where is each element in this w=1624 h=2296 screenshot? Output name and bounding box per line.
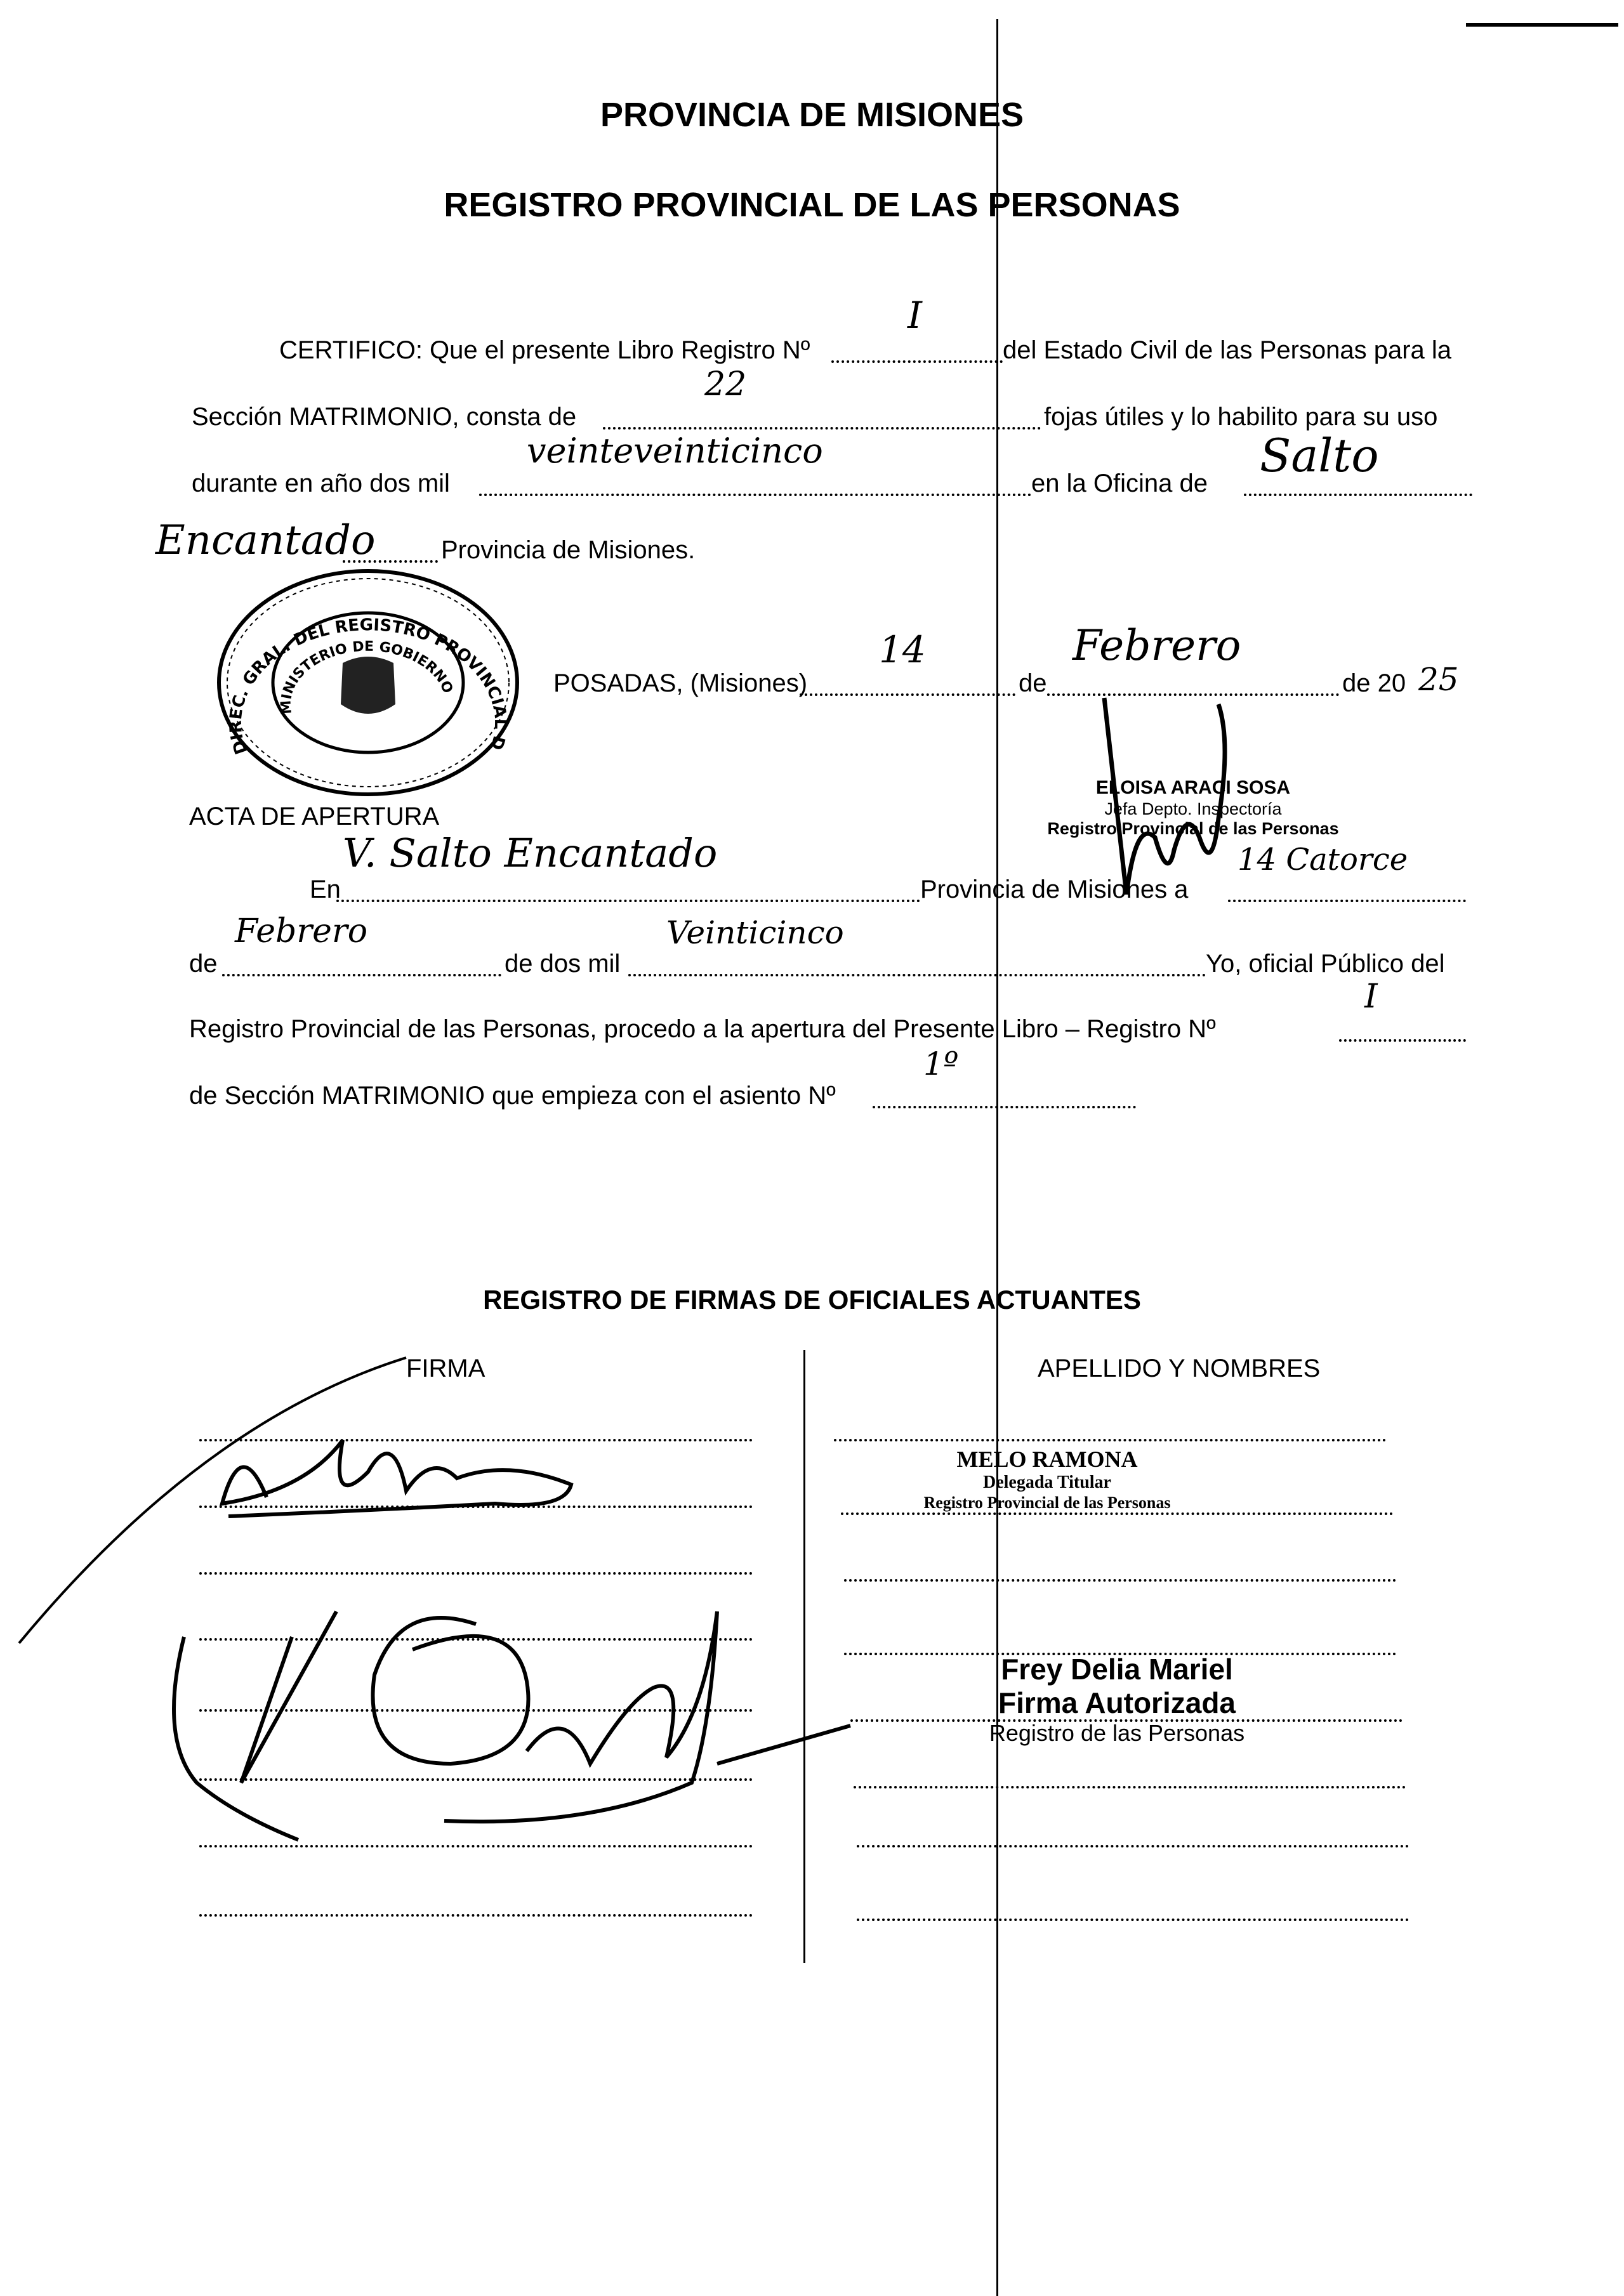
dia-field: 14 <box>879 628 926 671</box>
stamp-role: Delegada Titular <box>983 1473 1111 1493</box>
place-label: POSADAS, (Misiones) <box>553 669 808 697</box>
stamp-org: Registro de las Personas <box>989 1719 1245 1746</box>
cert-line4-suffix: Provincia de Misiones. <box>441 536 696 564</box>
year-field: 25 <box>1418 661 1459 698</box>
page-title: PROVINCIA DE MISIONES <box>600 96 1024 134</box>
anio-field: veinteveinticinco <box>527 431 823 471</box>
acta-line4: de Sección MATRIMONIO que empieza con el asiento Nº <box>189 1082 836 1110</box>
col-firma-header: FIRMA <box>406 1355 485 1382</box>
acta-anio-field: Veinticinco <box>666 914 844 951</box>
dotted-field <box>1244 494 1472 496</box>
acta-heading: ACTA DE APERTURA <box>189 803 440 830</box>
cert-line3-mid: en la Oficina de <box>1031 469 1208 497</box>
name-line <box>844 1579 1396 1582</box>
year-prefix: de 20 <box>1342 669 1406 697</box>
oficina-field: Salto <box>1260 429 1379 482</box>
stamp-name: ELOISA ARACI SOSA <box>1095 777 1291 798</box>
acta-dia-field: 14 Catorce <box>1238 842 1408 877</box>
stamp-name: Frey Delia Mariel <box>1001 1653 1233 1686</box>
dotted-field <box>479 494 1031 496</box>
de-label: de <box>1019 669 1047 697</box>
stamp-role: Jefa Depto. Inspectoría <box>1104 799 1282 818</box>
acta-lugar-field: V. Salto Encantado <box>343 830 718 876</box>
official-stamp-sosa <box>1003 777 1383 839</box>
dotted-field <box>831 360 1003 363</box>
acta-libro-field: I <box>1364 978 1378 1016</box>
signature-frey <box>146 1573 876 1853</box>
dotted-field <box>222 974 501 976</box>
cert-line3-prefix: durante en año dos mil <box>192 469 450 497</box>
dotted-field <box>603 427 1041 430</box>
stamp-org: Registro Provincial de las Personas <box>1047 818 1339 838</box>
cert-line1-suffix: del Estado Civil de las Personas para la <box>1003 336 1452 364</box>
acta-mes-field: Febrero <box>235 912 368 950</box>
dotted-field <box>1339 1039 1466 1042</box>
stamp-melo-ramona <box>850 1446 1244 1512</box>
dotted-field <box>1228 900 1466 902</box>
stamp-role: Firma Autorizada <box>998 1686 1236 1719</box>
name-line <box>857 1919 1409 1921</box>
signatures-heading: REGISTRO DE FIRMAS DE OFICIALES ACTUANTES <box>483 1285 1141 1315</box>
dotted-field <box>800 693 1015 696</box>
dotted-field <box>873 1106 1136 1108</box>
acta-provincia-text: Provincia de Misiones a <box>920 876 1189 903</box>
stamp-org: Registro Provincial de las Personas <box>923 1493 1171 1512</box>
fojas-field: 22 <box>704 365 747 403</box>
oficina-cont-field: Encantado <box>155 517 376 564</box>
signature-line <box>199 1914 753 1917</box>
acta-asiento-field: 1º <box>923 1046 959 1082</box>
cert-line2-prefix: Sección MATRIMONIO, consta de <box>192 403 577 431</box>
name-line <box>854 1786 1406 1788</box>
cert-line1-prefix: CERTIFICO: Que el presente Libro Registro Nº <box>279 336 810 364</box>
name-line <box>841 1512 1393 1515</box>
libro-numero-field: I <box>908 294 922 337</box>
acta-line3: Registro Provincial de las Personas, procedo a la apertura del Presente Libro – Registro Nº <box>189 1015 1216 1043</box>
name-line <box>834 1439 1386 1441</box>
acta-yo-text: Yo, oficial Público del <box>1206 950 1445 978</box>
stamp-name: MELO RAMONA <box>956 1446 1138 1472</box>
acta-de-label: de <box>189 950 218 978</box>
stamp-frey-delia <box>958 1653 1276 1746</box>
dotted-field <box>628 974 1206 976</box>
cert-line2-suffix: fojas útiles y lo habilito para su uso <box>1044 403 1438 431</box>
seal-outer-text: DIREC. GRAL. DEL REGISTRO PROVINCIAL D <box>226 615 510 757</box>
dotted-field <box>336 900 920 902</box>
name-line <box>857 1845 1409 1847</box>
scan-mark <box>1466 23 1618 27</box>
seal-inner-text: MINISTERIO DE GOBIERNO <box>278 638 456 715</box>
col-nombres-header: APELLIDO Y NOMBRES <box>1038 1355 1321 1382</box>
official-seal <box>190 568 546 797</box>
acta-en-label: En <box>310 876 341 903</box>
page-subtitle: REGISTRO PROVINCIAL DE LAS PERSONAS <box>444 186 1180 224</box>
mes-field: Febrero <box>1073 621 1241 670</box>
dotted-field <box>343 560 438 563</box>
acta-dos-mil-label: de dos mil <box>505 950 621 978</box>
